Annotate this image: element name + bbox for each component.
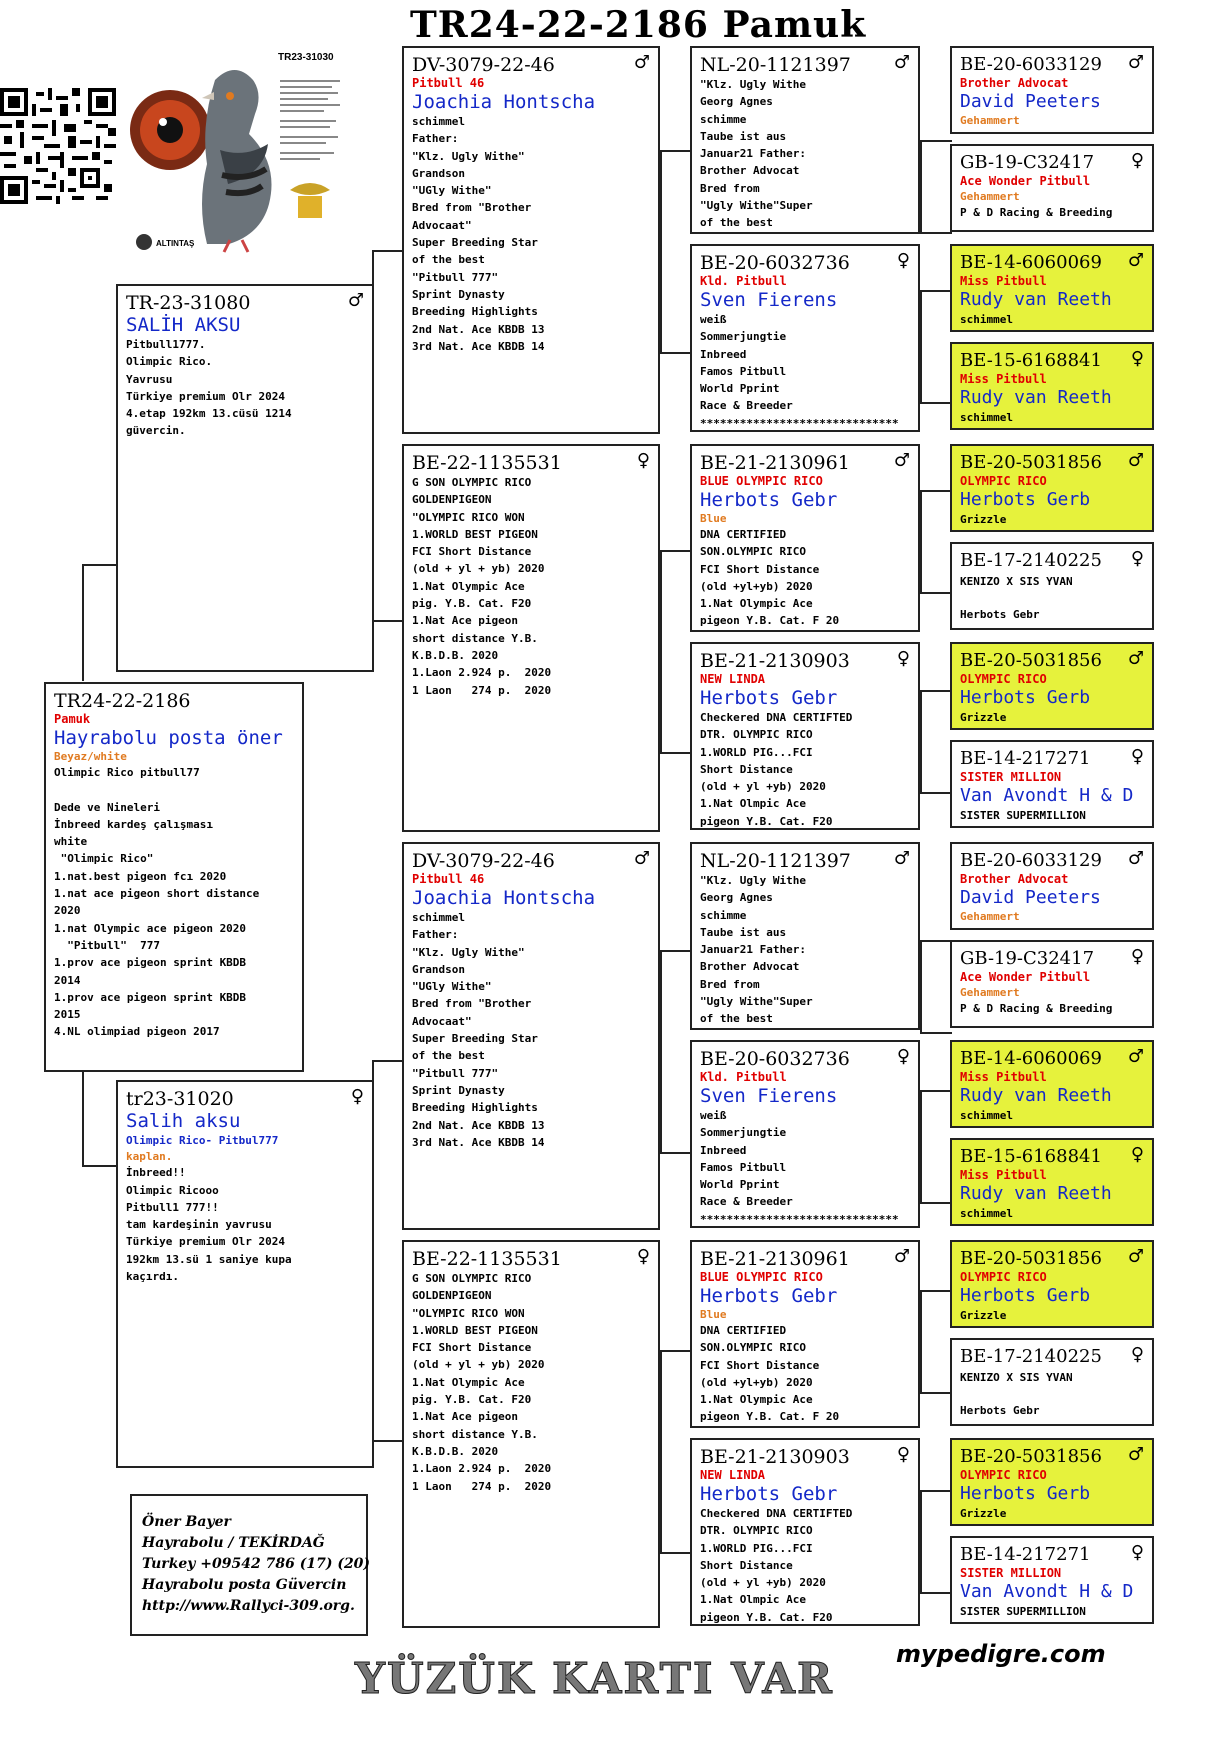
breeder-name: Van Avondt H & D (960, 785, 1134, 806)
breeder-name: Rudy van Reeth (960, 1085, 1112, 1106)
g7-card[interactable] (950, 642, 1154, 730)
ring-card-banner: YÜZÜK KARTI VAR (355, 1654, 834, 1703)
connector (920, 290, 952, 404)
connector (920, 940, 952, 1034)
color-line: Gehammert (960, 910, 1020, 923)
info-line: İnbreed!! Olimpic Ricooo Pitbull1 777!! tam kardeşinin yavrusu Türkiye premium Olr 2024 192km 13.sü 1 saniye kupa kaçırdı. (126, 1166, 292, 1284)
ring-number: BE-20-5031856 (960, 1248, 1102, 1269)
female-icon: ♀ (1130, 150, 1144, 171)
breeder-name: Van Avondt H & D (960, 1581, 1134, 1602)
ring-number: BE-20-5031856 (960, 1446, 1102, 1467)
ring-number: DV-3079-22-46 (412, 850, 555, 872)
pigeon-name: OLYMPIC RICO (960, 1270, 1047, 1284)
info-line: Pitbull1777. Olimpic Rico. Yavrusu Türkiye premium Olr 2024 4.etap 192km 13.cüsü 1214 güvercin. (126, 338, 292, 438)
male-icon: ♂ (1127, 1444, 1144, 1465)
info-line: DNA CERTIFIED SON.OLYMPIC RICO FCI Short Distance (old +yl+yb) 2020 1.Nat Olympic Ace pigeon Y.B. Cat. F 20 (700, 528, 840, 628)
info-line: "Klz. Ugly Withe Georg Agnes schimme Taube ist aus Januar21 Father: Brother Advocat Bred from "Ugly Withe"Super of the best (700, 78, 813, 230)
ring-number: BE-20-5031856 (960, 452, 1102, 473)
breeder-name: Salih aksu (126, 1110, 241, 1132)
info-line: schimmel (960, 411, 1013, 424)
pigeon-name: NEW LINDA (700, 1468, 766, 1482)
female-icon: ♀ (896, 250, 910, 271)
ring-number: BE-21-2130903 (700, 1446, 850, 1468)
sd-card[interactable] (402, 444, 660, 832)
connector (372, 1240, 404, 1442)
ring-number: NL-20-1121397 (700, 54, 851, 76)
g8-card[interactable] (950, 740, 1154, 828)
info-line: weiß Sommerjungtie Inbreed Famos Pitbull World Pprint Race & Breeder ****************************** (700, 313, 899, 430)
female-icon: ♀ (896, 1046, 910, 1067)
g12-card[interactable] (950, 1138, 1154, 1226)
color-line: Blue (700, 1308, 727, 1321)
info-line: schimmel Father: "Klz. Ugly Withe" Grandson "UGly Withe" Bred from "Brother Advocaat" Super Breeding Star of the best "Pitbull 777" Sprint Dynasty Breeding Highlights 2nd Nat. Ace KBDB 13 3rd Nat. Ace KBDB 14 (412, 115, 545, 353)
male-icon: ♂ (893, 1246, 910, 1267)
ds-card[interactable] (402, 842, 660, 1230)
ring-number: BE-14-217271 (960, 748, 1091, 769)
connector (372, 430, 402, 622)
ring-number: BE-14-217271 (960, 1544, 1091, 1565)
female-icon: ♀ (350, 1086, 364, 1107)
pigeon-name: Pitbull 46 (412, 76, 485, 90)
male-icon: ♂ (633, 848, 650, 869)
color-line: Gehammert (960, 190, 1020, 203)
sdd-card[interactable] (690, 642, 920, 830)
g15-card[interactable] (950, 1438, 1154, 1526)
dam-card[interactable] (116, 1080, 374, 1468)
g9-card[interactable] (950, 842, 1154, 930)
g13-card[interactable] (950, 1240, 1154, 1328)
contact-box (130, 1494, 371, 1636)
female-icon: ♀ (636, 1246, 650, 1267)
info-line: DNA CERTIFIED SON.OLYMPIC RICO FCI Short Distance (old +yl+yb) 2020 1.Nat Olympic Ace pigeon Y.B. Cat. F 20 (700, 1324, 840, 1424)
breeder-name: Herbots Gerb (960, 489, 1091, 510)
info-line: schimmel (960, 1207, 1013, 1220)
dds-card[interactable] (690, 1240, 920, 1428)
connector (920, 690, 952, 794)
breeder-name: Herbots Gerb (960, 687, 1091, 708)
male-icon: ♂ (1127, 848, 1144, 869)
male-icon: ♂ (1127, 648, 1144, 669)
connector (920, 490, 952, 594)
male-icon: ♂ (1127, 1246, 1144, 1267)
ring-number: GB-19-C32417 (960, 948, 1095, 969)
female-icon: ♀ (896, 1444, 910, 1465)
pigeon-name: SISTER MILLION (960, 770, 1062, 784)
breeder-name: Herbots Gerb (960, 1483, 1091, 1504)
breeder-name: Rudy van Reeth (960, 1183, 1112, 1204)
female-icon: ♀ (1130, 548, 1144, 569)
info-line: Grizzle (960, 711, 1007, 724)
ring-number: GB-19-C32417 (960, 152, 1095, 173)
connector (82, 564, 118, 681)
g1-card[interactable] (950, 46, 1154, 134)
page-title: TR24-22-2186 Pamuk (410, 4, 867, 46)
info-line: P & D Racing & Breeding (960, 206, 1113, 219)
g14-card[interactable] (950, 1338, 1154, 1426)
contact-location: Hayrabolu / TEKİRDAĞ (142, 1535, 325, 1551)
pigeon-name: Ace Wonder Pitbull (960, 970, 1091, 984)
pigeon-photo (130, 40, 358, 262)
ring-number: BE-15-6168841 (960, 1146, 1102, 1167)
color-line: Gehammert (960, 114, 1020, 127)
pigeon-name: BLUE OLYMPIC RICO (700, 1270, 823, 1284)
breeder-name: David Peeters (960, 91, 1101, 112)
breeder-name: Sven Fierens (700, 1085, 838, 1107)
pigeon-name: Ace Wonder Pitbull (960, 174, 1091, 188)
male-icon: ♂ (893, 848, 910, 869)
breeder-name: David Peeters (960, 887, 1101, 908)
ring-number: BE-20-5031856 (960, 650, 1102, 671)
female-icon: ♀ (896, 648, 910, 669)
ring-number: tr23-31020 (126, 1088, 234, 1110)
breeder-name: Joachia Hontscha (412, 887, 596, 909)
pigeon-name: OLYMPIC RICO (960, 672, 1047, 686)
info-line: SISTER SUPERMILLION (960, 809, 1086, 822)
ring-number: BE-17-2140225 (960, 550, 1102, 571)
info-line: Grizzle (960, 513, 1007, 526)
ring-number: NL-20-1121397 (700, 850, 851, 872)
info-line: weiß Sommerjungtie Inbreed Famos Pitbull World Pprint Race & Breeder ****************************** (700, 1109, 899, 1226)
info-line: SISTER SUPERMILLION (960, 1605, 1086, 1618)
info-line: schimmel Father: "Klz. Ugly Withe" Grandson "UGly Withe" Bred from "Brother Advocaat" Super Breeding Star of the best "Pitbull 777" Sprint Dynasty Breeding Highlights 2nd Nat. Ace KBDB 13 3rd Nat. Ace KBDB 14 (412, 911, 545, 1149)
male-icon: ♂ (347, 290, 364, 311)
ssd-card[interactable] (690, 244, 920, 432)
info-line: Olimpic Rico pitbull77 Dede ve Nineleri İnbreed kardeş çalışması white "Olimpic Rico" 1.nat.best pigeon fcı 2020 1.nat ace pigeon short distance 2020 1.nat Olympic ace pigeon 2020 "Pitbull" 777 1.prov ace pigeon sprint KBDB 2014 1.prov ace pigeon sprint KBDB 2015 4.NL olimpiad pigeon 2017 (54, 766, 260, 1039)
ring-number: DV-3079-22-46 (412, 54, 555, 76)
female-icon: ♀ (636, 450, 650, 471)
pigeon-name: NEW LINDA (700, 672, 766, 686)
ring-number: TR24-22-2186 (54, 690, 191, 712)
info-line: G SON OLYMPIC RICO GOLDENPIGEON "OLYMPIC RICO WON 1.WORLD BEST PIGEON FCI Short Distance (old + yl + yb) 2020 1.Nat Olympic Ace pig. Y.B. Cat. F20 1.Nat Ace pigeon short distance Y.B. K.B.D.B. 2020 1.Laon 2.924 p. 2020 1 Laon 274 p. 2020 (412, 1272, 552, 1493)
pigeon-name: Pitbull 46 (412, 872, 485, 886)
connector (920, 1090, 952, 1204)
male-icon: ♂ (1127, 250, 1144, 271)
color-line: Gehammert (960, 986, 1020, 999)
female-icon: ♀ (1130, 1542, 1144, 1563)
ss-card[interactable] (402, 46, 660, 434)
pigeon-name: Miss Pitbull (960, 1070, 1047, 1084)
info-line: P & D Racing & Breeding (960, 1002, 1113, 1015)
pigeon-name: Miss Pitbull (960, 1168, 1047, 1182)
breeder-name: Herbots Gerb (960, 1285, 1091, 1306)
contact-loft: Hayrabolu posta Güvercin (142, 1577, 347, 1593)
connector (660, 1350, 692, 1554)
breeder-name: Herbots Gebr (700, 1285, 838, 1307)
info-line: schimmel (960, 313, 1013, 326)
ring-number: BE-21-2130903 (700, 650, 850, 672)
female-icon: ♀ (1130, 946, 1144, 967)
sire-card[interactable] (116, 284, 374, 672)
connector (920, 140, 952, 234)
contact-name: Öner Bayer (142, 1514, 231, 1530)
connector (920, 1490, 952, 1594)
g6-card[interactable] (950, 542, 1154, 630)
pigeon-name: OLYMPIC RICO (960, 474, 1047, 488)
breeder-name: Joachia Hontscha (412, 91, 596, 113)
dss-card[interactable] (690, 842, 920, 1030)
ring-number: BE-22-1135531 (412, 452, 562, 474)
female-icon: ♀ (1130, 1144, 1144, 1165)
sds-card[interactable] (690, 444, 920, 632)
female-icon: ♀ (1130, 746, 1144, 767)
female-icon: ♀ (1130, 348, 1144, 369)
info-line: Checkered DNA CERTIFTED DTR. OLYMPIC RICO 1.WORLD PIG...FCI Short Distance (old + yl +yb) 2020 1.Nat Olmpic Ace pigeon Y.B. Cat. F20 (700, 711, 853, 828)
pigeon-name: Brother Advocat (960, 76, 1069, 90)
dd-card[interactable] (402, 1240, 660, 1628)
pigeon-name: Kld. Pitbull (700, 1070, 787, 1084)
info-line: "Klz. Ugly Withe Georg Agnes schimme Taube ist aus Januar21 Father: Brother Advocat Bred from "Ugly Withe"Super of the best (700, 874, 813, 1026)
g4-card[interactable] (950, 342, 1154, 430)
ring-number: BE-17-2140225 (960, 1346, 1102, 1367)
g16-card[interactable] (950, 1536, 1154, 1624)
dsd-card[interactable] (690, 1040, 920, 1228)
connector (660, 950, 692, 1154)
g5-card[interactable] (950, 444, 1154, 532)
breeder-name: Hayrabolu posta öner (54, 727, 283, 749)
breeder-name: Herbots Gebr (700, 1483, 838, 1505)
subject-card[interactable] (44, 682, 304, 1072)
photo-brand-label: ALTINTAŞ (156, 239, 195, 248)
qr-code (0, 88, 116, 204)
female-icon: ♀ (1130, 1344, 1144, 1365)
ring-number: BE-20-6032736 (700, 1048, 850, 1070)
pigeon-name: Brother Advocat (960, 872, 1069, 886)
ring-number: BE-20-6033129 (960, 54, 1102, 75)
info-line: Grizzle (960, 1507, 1007, 1520)
ring-number: BE-21-2130961 (700, 1248, 850, 1270)
ring-number: TR-23-31080 (126, 292, 251, 314)
pigeon-name: Miss Pitbull (960, 372, 1047, 386)
breeder-name: Sven Fierens (700, 289, 838, 311)
info-line: Checkered DNA CERTIFTED DTR. OLYMPIC RICO 1.WORLD PIG...FCI Short Distance (old + yl +yb) 2020 1.Nat Olmpic Ace pigeon Y.B. Cat. F20 (700, 1507, 853, 1624)
connector (660, 150, 692, 354)
ddd-card[interactable] (690, 1438, 920, 1626)
ring-number: BE-20-6033129 (960, 850, 1102, 871)
info-line: G SON OLYMPIC RICO GOLDENPIGEON "OLYMPIC RICO WON 1.WORLD BEST PIGEON FCI Short Distance (old + yl + yb) 2020 1.Nat Olympic Ace pig. Y.B. Cat. F20 1.Nat Ace pigeon short distance Y.B. K.B.D.B. 2020 1.Laon 2.924 p. 2020 1 Laon 274 p. 2020 (412, 476, 552, 697)
breeder-name: Herbots Gebr (700, 687, 838, 709)
ring-number: BE-21-2130961 (700, 452, 850, 474)
male-icon: ♂ (893, 450, 910, 471)
connector (920, 1290, 952, 1394)
pigeon-name: Kld. Pitbull (700, 274, 787, 288)
info-line: Olimpic Rico- Pitbul777 (126, 1134, 279, 1147)
breeder-name: Rudy van Reeth (960, 289, 1112, 310)
info-line: KENIZO X SIS YVAN Herbots Gebr (960, 575, 1073, 621)
site-logo[interactable]: mypedigre.com (896, 1640, 1106, 1668)
male-icon: ♂ (633, 52, 650, 73)
info-line: schimmel (960, 1109, 1013, 1122)
pigeon-name: SISTER MILLION (960, 1566, 1062, 1580)
pigeon-name: BLUE OLYMPIC RICO (700, 474, 823, 488)
ring-number: BE-14-6060069 (960, 252, 1102, 273)
breeder-name: SALİH AKSU (126, 314, 241, 336)
connector (372, 1060, 404, 1242)
contact-website[interactable]: http://www.Rallyci-309.org. (142, 1598, 355, 1614)
g3-card[interactable] (950, 244, 1154, 332)
g10-card[interactable] (950, 940, 1154, 1028)
g2-card[interactable] (950, 144, 1154, 232)
connector (660, 550, 692, 754)
color-line: kaplan. (126, 1150, 173, 1164)
male-icon: ♂ (1127, 1046, 1144, 1067)
male-icon: ♂ (1127, 450, 1144, 471)
pigeon-name: Pamuk (54, 712, 91, 726)
contact-phone: Turkey +09542 786 (17) (20) (142, 1556, 371, 1572)
color-line: Blue (700, 512, 727, 525)
male-icon: ♂ (1127, 52, 1144, 73)
g11-card[interactable] (950, 1040, 1154, 1128)
ring-number: BE-22-1135531 (412, 1248, 562, 1270)
pigeon-name: Miss Pitbull (960, 274, 1047, 288)
info-line: KENIZO X SIS YVAN Herbots Gebr (960, 1371, 1073, 1417)
breeder-name: Herbots Gebr (700, 489, 838, 511)
ring-number: BE-20-6032736 (700, 252, 850, 274)
color-line: Beyaz/white (54, 750, 127, 763)
pigeon-name: OLYMPIC RICO (960, 1468, 1047, 1482)
breeder-name: Rudy van Reeth (960, 387, 1112, 408)
info-line: Grizzle (960, 1309, 1007, 1322)
ring-number: BE-15-6168841 (960, 350, 1102, 371)
male-icon: ♂ (893, 52, 910, 73)
connector (372, 250, 404, 432)
sss-card[interactable] (690, 46, 920, 234)
photo-ring-label: TR23-31030 (278, 52, 334, 63)
ring-number: BE-14-6060069 (960, 1048, 1102, 1069)
